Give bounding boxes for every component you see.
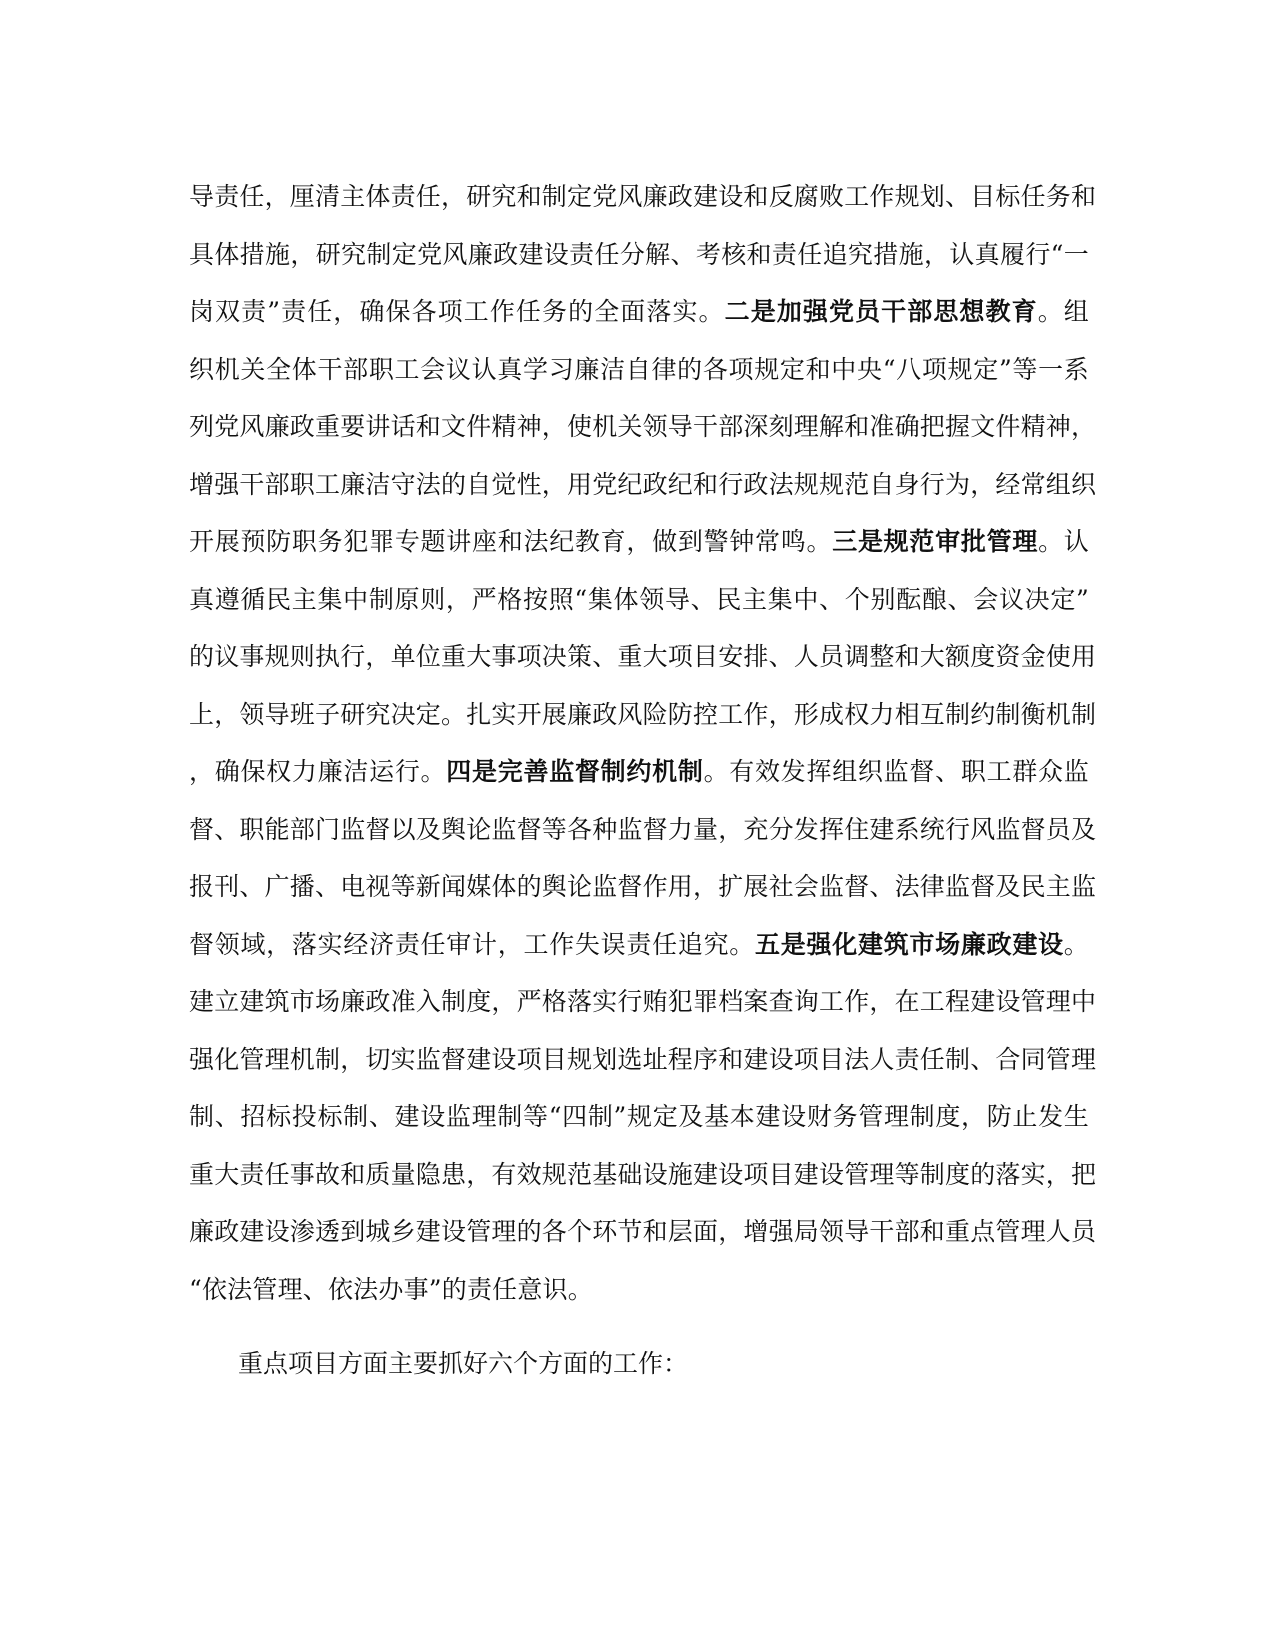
text-line bbox=[189, 628, 1097, 686]
body-text: 督、职能部门监督以及舆论监督等各种监督力量，充分发挥住建系统行风监督员及 bbox=[189, 814, 1097, 844]
body-paragraph bbox=[189, 168, 1097, 1318]
body-text: 强化管理机制，切实监督建设项目规划选址程序和建设项目法人责任制、合同管理 bbox=[189, 1044, 1097, 1074]
body-text: 报刊、广播、电视等新闻媒体的舆论监督作用，扩展社会监督、法律监督及民主监 bbox=[189, 872, 1097, 901]
body-text: 织机关全体干部职工会议认真学习廉洁自律的各项规定和中央“八项规定”等一系 bbox=[189, 354, 1089, 384]
body-text: 列党风廉政重要讲话和文件精神，使机关领导干部深刻理解和准确把握文件精神， bbox=[189, 412, 1097, 441]
body-text: 重大责任事故和质量隐患，有效规范基础设施建设项目建设管理等制度的落实，把 bbox=[189, 1159, 1097, 1189]
text-line bbox=[189, 1088, 1089, 1146]
text-line bbox=[189, 1031, 1097, 1089]
body-text: 督领域，落实经济责任审计，工作失误责任追究。 bbox=[189, 929, 756, 959]
body-text: 岗双责”责任，确保各项工作任务的全面落实。 bbox=[189, 297, 725, 326]
bold-heading-text: 四是完善监督制约机制 bbox=[446, 757, 704, 786]
body-text: 开展预防职务犯罪专题讲座和法纪教育，做到警钟常鸣。 bbox=[189, 527, 833, 556]
text-line bbox=[189, 1146, 1097, 1204]
text-line bbox=[189, 283, 1089, 341]
body-text: 制、招标投标制、建设监理制等“四制”规定及基本建设财务管理制度，防止发生 bbox=[189, 1102, 1089, 1131]
body-text: 。认 bbox=[1038, 527, 1089, 556]
body-text: 上，领导班子研究决定。扎实开展廉政风险防控工作，形成权力相互制约制衡机制 bbox=[189, 699, 1097, 729]
text-line bbox=[189, 456, 1097, 514]
text-line bbox=[189, 973, 1097, 1031]
text-line bbox=[189, 686, 1097, 744]
body-text: 具体措施，研究制定党风廉政建设责任分解、考核和责任追究措施，认真履行“一 bbox=[189, 239, 1089, 269]
text-line bbox=[189, 1261, 1089, 1319]
text-line bbox=[189, 168, 1097, 226]
second-paragraph: 重点项目方面主要抓好六个方面的工作： bbox=[238, 1349, 689, 1378]
text-line bbox=[189, 1203, 1097, 1261]
bold-heading-text: 五是强化建筑市场廉政建设 bbox=[755, 929, 1064, 959]
body-text: 廉政建设渗透到城乡建设管理的各个环节和层面，增强局领导干部和重点管理人员 bbox=[189, 1217, 1097, 1246]
bold-heading-text: 三是规范审批管理 bbox=[832, 527, 1039, 556]
text-line bbox=[189, 513, 1089, 571]
text-line bbox=[189, 341, 1089, 399]
text-line bbox=[189, 226, 1089, 284]
text-line bbox=[189, 858, 1097, 916]
body-text: 增强干部职工廉洁守法的自觉性，用党纪政纪和行政法规规范自身行为，经常组织 bbox=[189, 469, 1097, 499]
body-text: 。组 bbox=[1037, 297, 1089, 326]
body-text: ，确保权力廉洁运行。 bbox=[189, 757, 447, 786]
text-line bbox=[189, 916, 1089, 974]
bold-heading-text: 二是加强党员干部思想教育 bbox=[724, 297, 1038, 326]
body-text: “依法管理、依法办事”的责任意识。 bbox=[189, 1274, 593, 1304]
body-text: 导责任，厘清主体责任，研究和制定党风廉政建设和反腐败工作规划、目标任务和 bbox=[189, 182, 1097, 211]
body-text: 。 bbox=[1063, 929, 1089, 959]
text-line bbox=[189, 801, 1097, 859]
body-text: 建立建筑市场廉政准入制度，严格落实行贿犯罪档案查询工作，在工程建设管理中 bbox=[189, 987, 1097, 1016]
text-line bbox=[189, 398, 1097, 456]
body-text: 。有效发挥组织监督、职工群众监 bbox=[703, 757, 1089, 786]
text-line bbox=[189, 743, 1089, 801]
body-text: 的议事规则执行，单位重大事项决策、重大项目安排、人员调整和大额度资金使用 bbox=[189, 642, 1097, 671]
text-line bbox=[189, 571, 1089, 629]
body-text: 真遵循民主集中制原则，严格按照“集体领导、民主集中、个别酝酿、会议决定” bbox=[189, 584, 1089, 614]
